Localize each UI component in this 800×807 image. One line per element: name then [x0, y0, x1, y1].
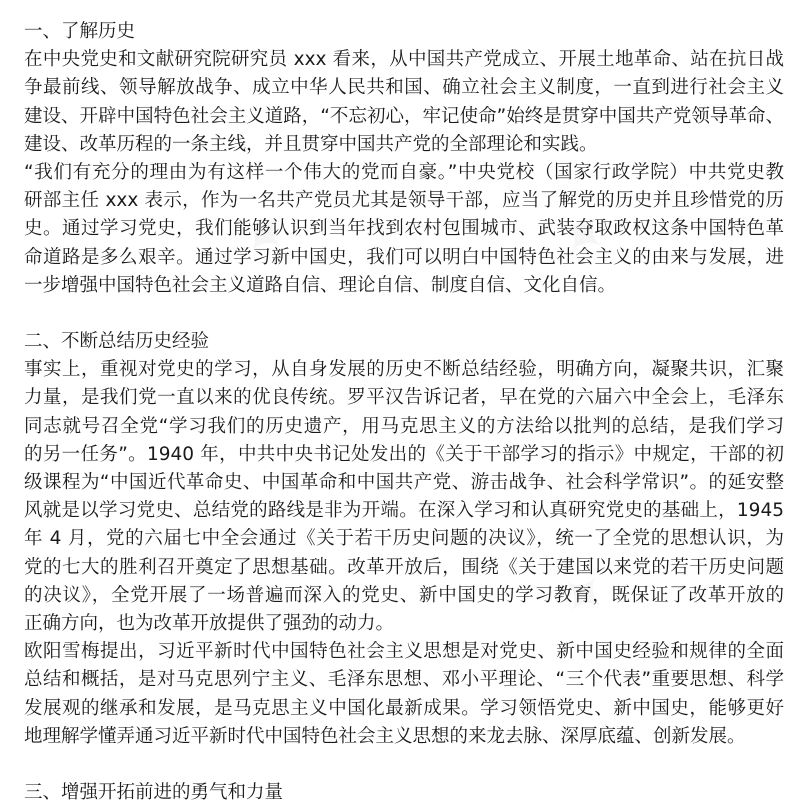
paragraph-line: 的决议》，全党开展了一场普遍而深入的党史、新中国史的学习教育，既保证了改革开放的	[24, 584, 784, 606]
paragraph-line: 建设、改革历程的一条主线，并且贯穿中国共产党的全部理论和实践。	[24, 133, 598, 155]
paragraph-line: 发展观的继承和发展，是马克思主义中国化最新成果。学习领悟党史、新中国史，能够更好	[24, 697, 784, 719]
paragraph-line: 地理解学懂弄通习近平新时代中国特色社会主义思想的来龙去脉、深厚底蕴、创新发展。	[24, 725, 746, 747]
section-heading: 二、不断总结历史经验	[24, 331, 210, 353]
paragraph-line: 党的七大的胜利召开奠定了思想基础。改革开放后，围绕《关于建国以来党的若干历史问题	[24, 556, 784, 578]
section-heading: 一、了解历史	[24, 21, 136, 42]
paragraph-line: 正确方向，也为改革开放提供了强劲的动力。	[24, 612, 395, 634]
paragraph	[24, 356, 784, 638]
paragraph-line: 的另一任务”。1940 年，中共中央书记处发出的《关于干部学习的指示》中规定，干部的初	[24, 443, 784, 465]
section-gap	[24, 300, 784, 328]
paragraph-line: 事实上，重视对党史的学习，从自身发展的历史不断总结经验，明确方向，凝聚共识，汇聚	[24, 359, 784, 381]
paragraph-line: 建设、开辟中国特色社会主义道路，“不忘初心，牢记使命”始终是贯穿中国共产党领导革命、	[24, 105, 784, 127]
paragraph-line: 史。通过学习党史，我们能够认识到当年找到农村包围城市、武装夺取政权这条中国特色革	[24, 218, 784, 240]
paragraph-line: 总结和概括，是对马克思列宁主义、毛泽东思想、邓小平理论、“三个代表”重要思想、科学	[24, 669, 784, 691]
section-gap	[24, 751, 784, 779]
paragraph-line: 争最前线、领导解放战争、成立中华人民共和国、确立社会主义制度，一直到进行社会主义	[24, 77, 784, 99]
paragraph-line: 年 4 月，党的六届七中全会通过《关于若干历史问题的决议》，统一了全党的思想认识，为	[24, 528, 784, 550]
section-heading: 三、增强开拓前进的勇气和力量	[24, 782, 284, 804]
watermark: ✦	[542, 194, 629, 276]
paragraph	[24, 46, 784, 159]
paragraph-line: 欧阳雪梅提出，习近平新时代中国特色社会主义思想是对党史、新中国史经验和规律的全面	[24, 641, 784, 663]
paragraph-line: 研部主任 xxx 表示，作为一名共产党员尤其是领导干部，应当了解党的历史并且珍惜党的历	[24, 190, 784, 212]
paragraph-line: 力量，是我们党一直以来的优良传统。罗平汉告诉记者，早在党的六届六中全会上，毛泽东	[24, 387, 784, 409]
paragraph	[24, 638, 784, 751]
paragraph-line: 风就是以学习党史、总结党的路线是非为开端。在深入学习和认真研究党史的基础上，1945	[24, 500, 784, 522]
paragraph-line: 一步增强中国特色社会主义道路自信、理论自信、制度自信、文化自信。	[24, 274, 617, 296]
paragraph-line: 在中央党史和文献研究院研究员 xxx 看来，从中国共产党成立、开展土地革命、站在抗日战	[24, 49, 784, 71]
paragraph-line: “我们有充分的理由为有这样一个伟大的党而自豪。”中央党校（国家行政学院）中共党史教	[24, 161, 784, 183]
watermark: ✦	[542, 554, 629, 636]
watermark: ✦	[222, 194, 309, 276]
paragraph-line: 级课程为“中国近代革命史、中国革命和中国共产党、游击战争、社会科学常识”。的延安整	[24, 472, 784, 493]
paragraph	[24, 159, 784, 300]
paragraph-line: 命道路是多么艰辛。通过学习新中国史，我们可以明白中国特色社会主义的由来与发展，进	[24, 246, 784, 268]
paragraph-line: 同志就号召全党“学习我们的历史遗产，用马克思主义的方法给以批判的总结，是我们学习	[24, 415, 784, 437]
document-body	[24, 18, 784, 807]
